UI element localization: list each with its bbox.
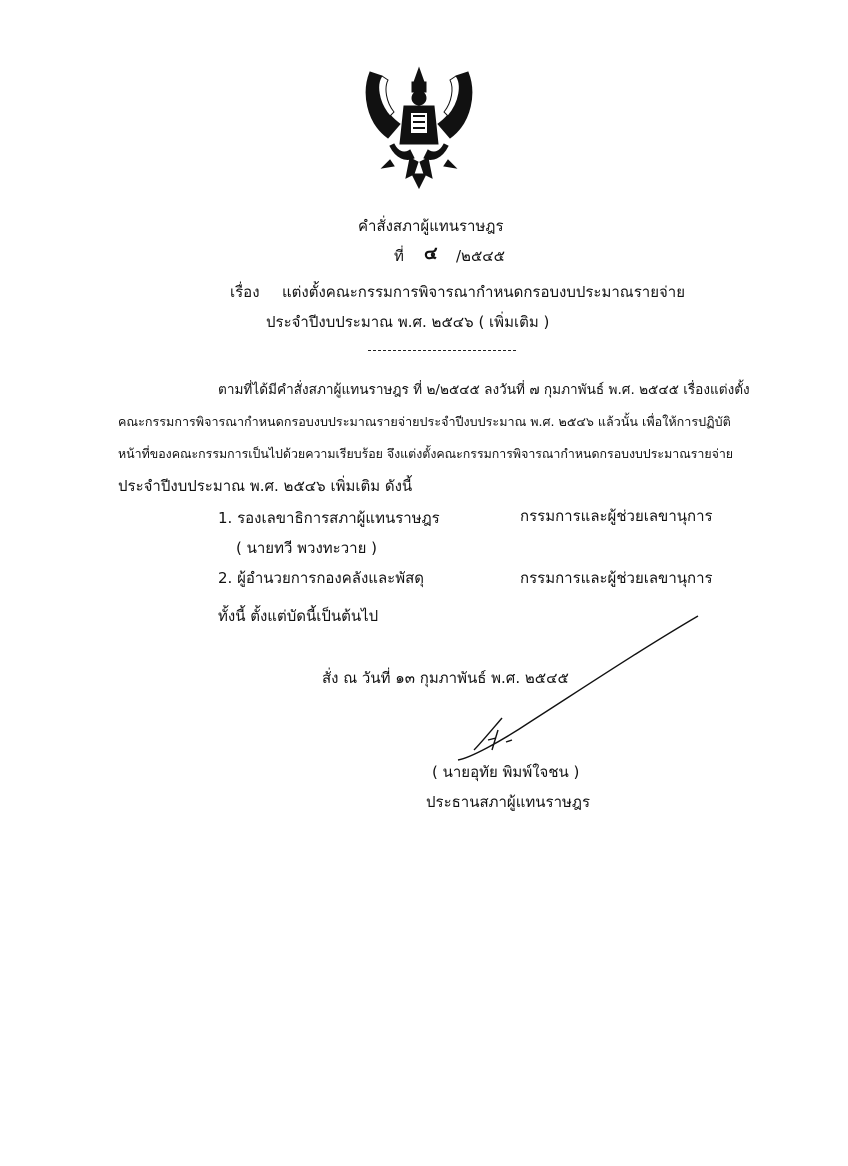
signer-title: ประธานสภาผู้แทนราษฎร: [426, 793, 591, 811]
member-1-name: ( นายทวี พวงทะวาย ): [236, 539, 377, 557]
subject-label: เรื่อง: [230, 283, 260, 301]
body-line-2: คณะกรรมการพิจารณากำหนดกรอบงบประมาณรายจ่ายประจำปีงบประมาณ พ.ศ. ๒๕๔๖ แล้วนั้น เพื่อให้การปฏิบัติ: [118, 414, 731, 429]
order-number-year: /๒๕๔๕: [456, 247, 505, 265]
body-line-4: ประจำปีงบประมาณ พ.ศ. ๒๕๔๖ เพิ่มเติม ดังนี้: [118, 477, 413, 495]
member-2-role: กรรมการและผู้ช่วยเลขานุการ: [520, 569, 713, 587]
garuda-emblem-icon: [360, 62, 478, 190]
member-1-position: 1. รองเลขาธิการสภาผู้แทนราษฎร: [218, 509, 440, 527]
signer-name: ( นายอุทัย พิมพ์ใจชน ): [432, 763, 580, 781]
body-line-1: ตามที่ได้มีคำสั่งสภาผู้แทนราษฎร ที่ ๒/๒๕๔๕ ลงวันที่ ๗ กุมภาพันธ์ พ.ศ. ๒๕๔๕ เรื่องแต่งตั้ง: [218, 382, 750, 398]
body-line-3: หน้าที่ของคณะกรรมการเป็นไปด้วยความเรียบร้อย จึงแต่งตั้งคณะกรรมการพิจารณากำหนดกรอบงบประมาณรายจ่าย: [118, 446, 734, 461]
order-number-label: ที่: [394, 247, 404, 265]
subject-line-1: แต่งตั้งคณะกรรมการพิจารณากำหนดกรอบงบประมาณรายจ่าย: [282, 283, 685, 301]
effective-clause: ทั้งนี้ ตั้งแต่บัดนี้เป็นต้นไป: [218, 607, 379, 625]
subject-line-2: ประจำปีงบประมาณ พ.ศ. ๒๕๔๖ ( เพิ่มเติม ): [266, 313, 550, 331]
member-1-role: กรรมการและผู้ช่วยเลขานุการ: [520, 507, 713, 525]
order-number-value: ๔: [424, 243, 438, 264]
signature-mark: [440, 610, 710, 770]
member-2-position: 2. ผู้อำนวยการกองคลังและพัสดุ: [218, 569, 424, 587]
order-date: สั่ง ณ วันที่ ๑๓ กุมภาพันธ์ พ.ศ. ๒๕๔๕: [322, 669, 569, 687]
order-title: คำสั่งสภาผู้แทนราษฎร: [358, 217, 504, 235]
heading-divider: [368, 350, 516, 351]
